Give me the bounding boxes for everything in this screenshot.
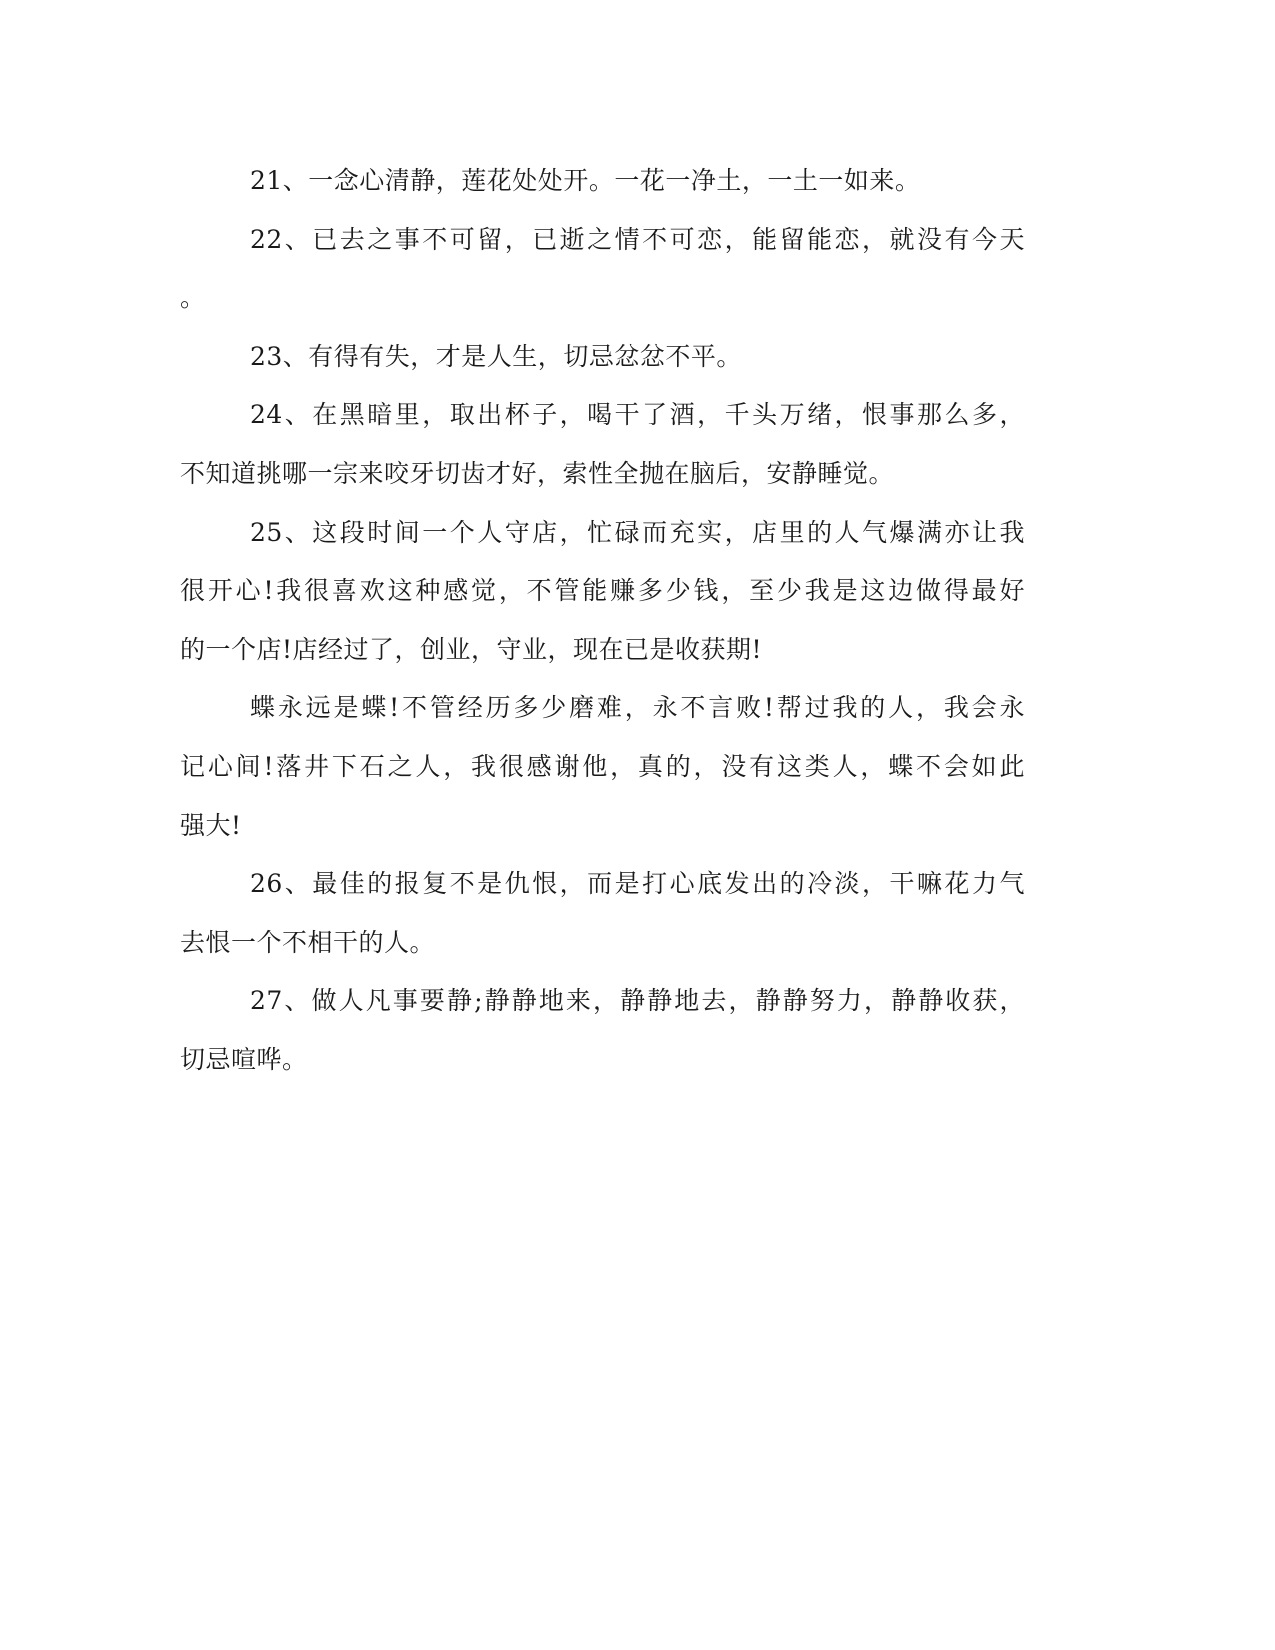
text-line: 蝶永远是蝶!不管经历多少磨难，永不言败!帮过我的人，我会永 bbox=[250, 693, 1025, 723]
text-line: 强大! bbox=[180, 810, 242, 840]
text-line: 26、最佳的报复不是仇恨，而是打心底发出的冷淡，干嘛花力气 bbox=[250, 869, 1025, 899]
text-line: 切忌喧哗。 bbox=[180, 1044, 308, 1074]
text-line: 不知道挑哪一宗来咬牙切齿才好，索性全抛在脑后，安静睡觉。 bbox=[180, 458, 895, 488]
text-line: 。 bbox=[180, 283, 206, 313]
text-line: 去恨一个不相干的人。 bbox=[180, 927, 436, 957]
text-line: 的一个店!店经过了，创业，守业，现在已是收获期! bbox=[180, 634, 763, 664]
text-line: 21、一念心清静，莲花处处开。一花一净土，一土一如来。 bbox=[250, 166, 921, 195]
text-line: 记心间!落井下石之人，我很感谢他，真的，没有这类人，蝶不会如此 bbox=[180, 751, 1025, 781]
text-line: 23、有得有失，才是人生，切忌忿忿不平。 bbox=[250, 341, 742, 371]
text-line: 22、已去之事不可留，已逝之情不可恋，能留能恋，就没有今天 bbox=[250, 224, 1025, 254]
text-line: 24、在黑暗里，取出杯子，喝干了酒，千头万绪，恨事那么多， bbox=[250, 400, 1025, 430]
document-body bbox=[180, 152, 1025, 1090]
text-line: 25、这段时间一个人守店，忙碌而充实，店里的人气爆满亦让我 bbox=[250, 517, 1025, 547]
text-line: 27、做人凡事要静;静静地来，静静地去，静静努力，静静收获， bbox=[250, 986, 1025, 1016]
text-line: 很开心!我很喜欢这种感觉，不管能赚多少钱，至少我是这边做得最好 bbox=[180, 576, 1025, 606]
